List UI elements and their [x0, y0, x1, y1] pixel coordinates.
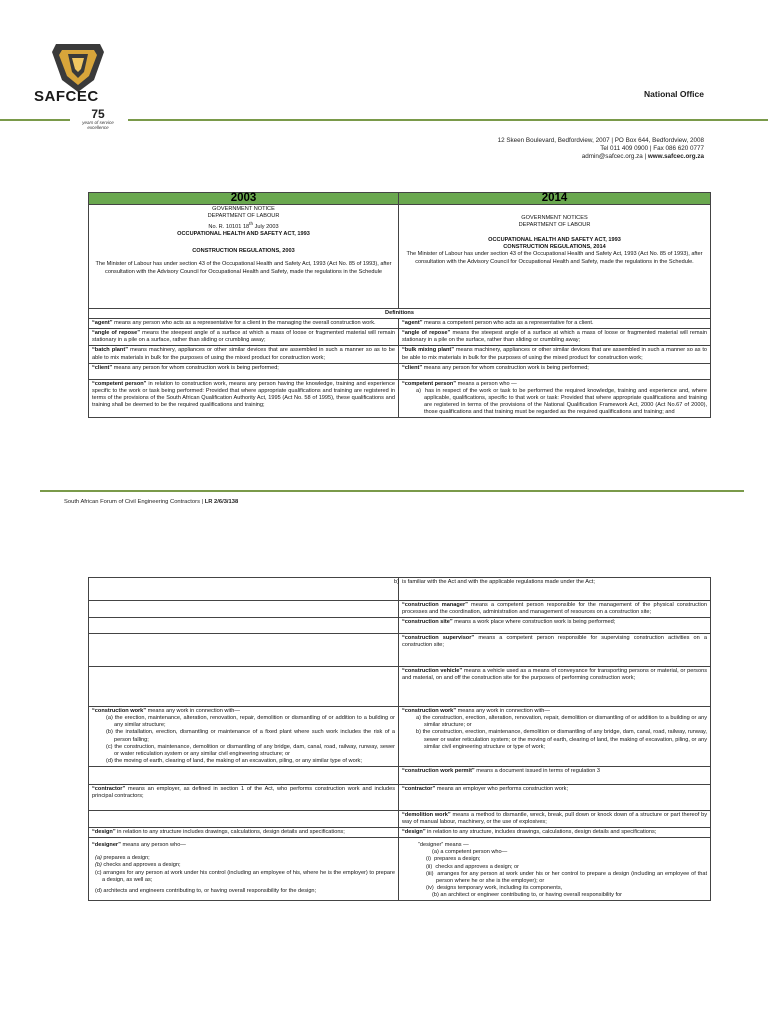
- empty-cell: [89, 766, 399, 784]
- definitions-heading: Definitions: [89, 309, 711, 319]
- notice-title: GOVERNMENT NOTICES: [521, 215, 588, 222]
- table-row: [89, 329, 711, 346]
- definition-2014-construction-work: “construction work” means any work in connection with— a) the construction, erection, alteration, renovation, repair, demolition or dismantling of or addition to a building or any similar structure; or b) the construction, erection, maintenance, demolition or dismantling of any bridge, dam, canal, road, railway, runway, sewer or water reticulation system; or the moving of earth, clearing of land, the making of excavation, piling, or any similar civil engineering structure or type of work;: [399, 707, 711, 767]
- list-item: (b) checks and approves a design;: [95, 862, 181, 869]
- table-row: [89, 379, 711, 417]
- email-text: admin@safcec.org.za |: [581, 153, 648, 161]
- notice-2003-cell: [89, 205, 399, 309]
- regulations-comparison-table: [88, 192, 711, 418]
- definition-2014-construction-site: “construction site” means a work place where construction work is being performed;: [399, 618, 711, 634]
- definition-2003-batch-plant: “batch plant” means machinery, appliances or other similar devices that are assembled in such a manner so as to be able to mix materials in bulk for the purposes of using the mixed product for construction work;: [89, 346, 399, 363]
- notice-department: DEPARTMENT OF LABOUR: [518, 222, 591, 229]
- notice-act: OCCUPATIONAL HEALTH AND SAFETY ACT, 1993: [177, 231, 310, 238]
- definition-2003-contractor: “contractor” means an employer, as defined in section 1 of the Act, who performs construction work and includes principal contractors;: [89, 784, 399, 810]
- table-row: [89, 828, 711, 838]
- table-row: [89, 618, 711, 634]
- definitions-row: [89, 309, 711, 319]
- table-row: [89, 346, 711, 363]
- definition-2003-agent: “agent” means any person who acts as a representative for a client in the managing the overall construction work.: [89, 319, 399, 329]
- table-row: [89, 838, 711, 901]
- designer-sub-b: (b) an architect or engineer contributing to, or having overall responsibility for: [432, 891, 622, 898]
- definition-2014-construction-supervisor: “construction supervisor” means a competent person responsible for supervising construction activities on a construction site;: [399, 634, 711, 667]
- definition-2003-construction-work: “construction work” means any work in connection with— (a) the erection, maintenance, alteration, renovation, repair, demolition or dismantling of or addition to a building or any similar structure; (b) the installation, erection, dismantling or maintenance of a fixed plant where such work includes the risk of a person falling; (c) the construction, maintenance, demolition or dismantling of any bridge, dam, canal, road, railway, runway, sewer or water reticulation system or any similar civil engineering structure; or (d) the moving of earth, clearing of land, the making of an excavation, piling, or any similar type of work;: [89, 707, 399, 767]
- office-label: National Office: [644, 89, 704, 99]
- table-row: [89, 363, 711, 379]
- list-item: (d) the moving of earth, clearing of land, the making of an excavation, piling, or any similar type of work;: [106, 757, 362, 764]
- anniversary-number: 75: [91, 107, 105, 121]
- definition-2014-angle-of-repose: “angle of repose” means the steepest angle of a surface at which a mass of loose or fragmented material will remain stationary in a pile on the surface, rather than sliding or crumbling away;: [399, 329, 711, 346]
- list-item: b) the construction, erection, maintenance, demolition or dismantling of any bridge, dam, canal, road, railway, runway, sewer or water reticulation system; or the moving of earth, clearing of land, the making of excavation, piling, or any similar civil engineering structure or type of work;: [416, 729, 707, 750]
- definition-2014-contractor: “contractor” means an employer who performs construction work;: [399, 784, 711, 810]
- table-row: [89, 634, 711, 667]
- address-line: 12 Skeen Boulevard, Bedfordview, 2007 | PO Box 644, Bedfordview, 2008: [497, 137, 704, 144]
- email-line: [498, 153, 704, 161]
- notice-title: GOVERNMENT NOTICE: [212, 206, 275, 213]
- header-rule-right: [128, 119, 768, 121]
- list-item: (b) the installation, erection, dismantling or maintenance of a fixed plant where such work includes the risk of a person falling;: [106, 729, 395, 743]
- competent-person-item-b: b) is familiar with the Act and with the applicable regulations made under the Act;: [399, 578, 711, 601]
- table-row: [89, 766, 711, 784]
- definition-2003-client: “client” means any person for whom construction work is being performed;: [89, 363, 399, 379]
- empty-cell: [89, 618, 399, 634]
- year-2014-header: 2014: [399, 193, 711, 205]
- list-item: (ii) checks and approves a design; or: [426, 863, 519, 870]
- definition-2003-competent-person: “competent person” in relation to construction work, means any person having the knowledge, training and experience specific to the work or task being performed: Provided that where appropriate qualifications and training are registered in terms of the provisions of the South African Qualification Authority Act, 1995 (Act No. 58 of 1995), these qualifications and training shall be deemed to be the required qualifications and training;: [89, 379, 399, 417]
- table-row: [89, 810, 711, 827]
- definition-2003-angle-of-repose: “angle of repose” means the steepest angle of a surface at which a mass of loose or fragmented material will remain stationary in a pile on a surface, rather than sliding or crumbling away;: [89, 329, 399, 346]
- definition-2014-demolition-work: “demolition work” means a method to dismantle, wreck, break, pull down or knock down of a structure or part thereof by way of manual labour, machinery, or the use of explosives;: [399, 810, 711, 827]
- definition-2014-competent-person: “competent person” means a person who — a) has in respect of the work or task to be performed the required knowledge, training and experience and, where applicable, qualifications, specific to that work or task: Provided that where appropriate qualifications and training are registered in terms of the provisions of the National Qualification Framework Act, 2000 (Act No.67 of 2000), those qualifications and that training must be regarded as the required qualifications and training; and: [399, 379, 711, 417]
- notice-regulations: CONSTRUCTION REGULATIONS, 2014: [503, 244, 606, 251]
- page-footer: South African Forum of Civil Engineering Contractors | LR 2/6/3/138: [64, 499, 239, 505]
- definition-2014-construction-work-permit: “construction work permit” means a document issued in terms of regulation 3: [399, 766, 711, 784]
- year-header-row: [89, 193, 711, 205]
- table-row: [89, 667, 711, 707]
- empty-cell: [89, 578, 399, 601]
- list-item: (iv) designs temporary work, including its components,: [426, 884, 563, 891]
- empty-cell: [89, 810, 399, 827]
- list-item: a) has in respect of the work or task to be performed the required knowledge, training and experience and, where applicable, qualifications, specific to that work or task: Provided that where appropriate qualifications and training are registered in terms of the provisions of the National Qualification Framework Act, 2000 (Act No.67 of 2000), those qualifications and that training must be regarded as the required qualifications and training; and: [416, 387, 708, 416]
- notice-2014-cell: [399, 205, 711, 309]
- designer-sub-a: (a) a competent person who—: [432, 849, 508, 856]
- notice-preamble: The Minister of Labour has under section 43 of the Occupational Health and Safety Act, 1993 (Act No. 85 of 1993), after consultation with the Advisory Council for Occupational Health and Safety, made the regulations in the Schedule.: [406, 251, 703, 265]
- definition-2014-construction-manager: “construction manager” means a competent person responsible for the management of the physical construction processes and the coordination, administration and management of resources on a construction site;: [399, 601, 711, 618]
- regulations-comparison-table-continued: [88, 577, 711, 901]
- notice-row: [89, 205, 711, 309]
- phone-line: Tel 011 409 0900 | Fax 086 620 0777: [600, 145, 704, 153]
- table-row: [89, 601, 711, 618]
- definition-2014-construction-vehicle: “construction vehicle” means a vehicle used as a means of conveyance for transporting persons or material, or persons and material, on and off the construction site for the purposes of performing construction work;: [399, 667, 711, 707]
- notice-department: DEPARTMENT OF LABOUR: [207, 213, 280, 220]
- anniversary-tagline: years of service excellence: [82, 120, 114, 130]
- list-item: (d) architects and engineers contributing to, or having overall responsibility for the design;: [95, 887, 317, 894]
- footer-rule: [40, 490, 744, 492]
- year-2003-header: 2003: [89, 193, 399, 205]
- definition-2003-design: “design” in relation to any structure includes drawings, calculations, design details and specifications;: [89, 828, 399, 838]
- list-item: (c) the construction, maintenance, demolition or dismantling of any bridge, dam, canal, road, railway, runway, sewer or water reticulation system or any similar civil engineering structure; or: [106, 743, 395, 757]
- table-row: [89, 707, 711, 767]
- definition-2014-agent: “agent” means a competent person who acts as a representative for a client.: [399, 319, 711, 329]
- table-row: [89, 578, 711, 601]
- list-item: (iii) arranges for any person at work under his or her control to prepare a design (including an employee of that person where he or she is the employer); or: [426, 870, 708, 884]
- list-item: (a) the erection, maintenance, alteration, renovation, repair, demolition or dismantling of or addition to a building or any similar structure;: [106, 715, 395, 729]
- definition-2003-designer: “designer” means any person who— (a) prepares a design; (b) checks and approves a design; (c) arranges for any person at work under his control (including an employee of his, where he is the employer) to prepare a design, as well as; (d) architects and engineers contributing to, or having overall responsibility for the design;: [89, 838, 399, 901]
- notice-number: No. R. 10101 18th July 2003: [208, 221, 279, 231]
- contact-address: [498, 137, 704, 162]
- definition-2014-bulk-mixing-plant: “bulk mixing plant” means machinery, appliances or other similar devices that are assembled in such a manner so as to be able to mix materials in bulk for the purposes of using the mixed product for construction work;: [399, 346, 711, 363]
- list-item: (a) prepares a design;: [95, 855, 150, 862]
- header-rule-left: [0, 119, 70, 121]
- notice-preamble: The Minister of Labour has under section 43 of the Occupational Health and Safety Act, 1993 (Act No. 85 of 1993), after consultation with the Advisory Council for Occupational Health and Safety, made the regulations in the Schedule: [95, 261, 392, 275]
- notice-act: OCCUPATIONAL HEALTH AND SAFETY ACT, 1993: [488, 237, 621, 244]
- empty-cell: [89, 667, 399, 707]
- definition-2014-designer: “designer” means — (a) a competent person who— (i) prepares a design; (ii) checks and approves a design; or (iii) arranges for any person at work under his or her control to prepare a design (including an employee of that person where he or she is the employer); or (iv) designs temporary work, including its components, (b) an architect or engineer contributing to, or having overall responsibility for: [399, 838, 711, 901]
- empty-cell: [89, 634, 399, 667]
- table-row: [89, 784, 711, 810]
- notice-regulations: CONSTRUCTION REGULATIONS, 2003: [192, 248, 295, 255]
- list-item: (c) arranges for any person at work under his control (including an employee of his, where he is the employer) to prepare a design, as well as;: [95, 869, 395, 883]
- list-item: (i) prepares a design;: [426, 856, 481, 863]
- safcec-logo: [48, 38, 108, 94]
- table-row: [89, 319, 711, 329]
- logo-wordmark: SAFCEC: [34, 88, 99, 105]
- list-item: a) the construction, erection, alteration, renovation, repair, demolition or dismantling of or addition to a building or any similar structure; or: [416, 715, 707, 729]
- anniversary-badge: [72, 108, 124, 130]
- empty-cell: [89, 601, 399, 618]
- website-link[interactable]: www.safcec.org.za: [647, 153, 704, 161]
- definition-2014-design: “design” in relation to any structure, includes drawings, calculations, design details and specifications;: [399, 828, 711, 838]
- definition-2014-client: “client” means any person for whom construction work is being performed;: [399, 363, 711, 379]
